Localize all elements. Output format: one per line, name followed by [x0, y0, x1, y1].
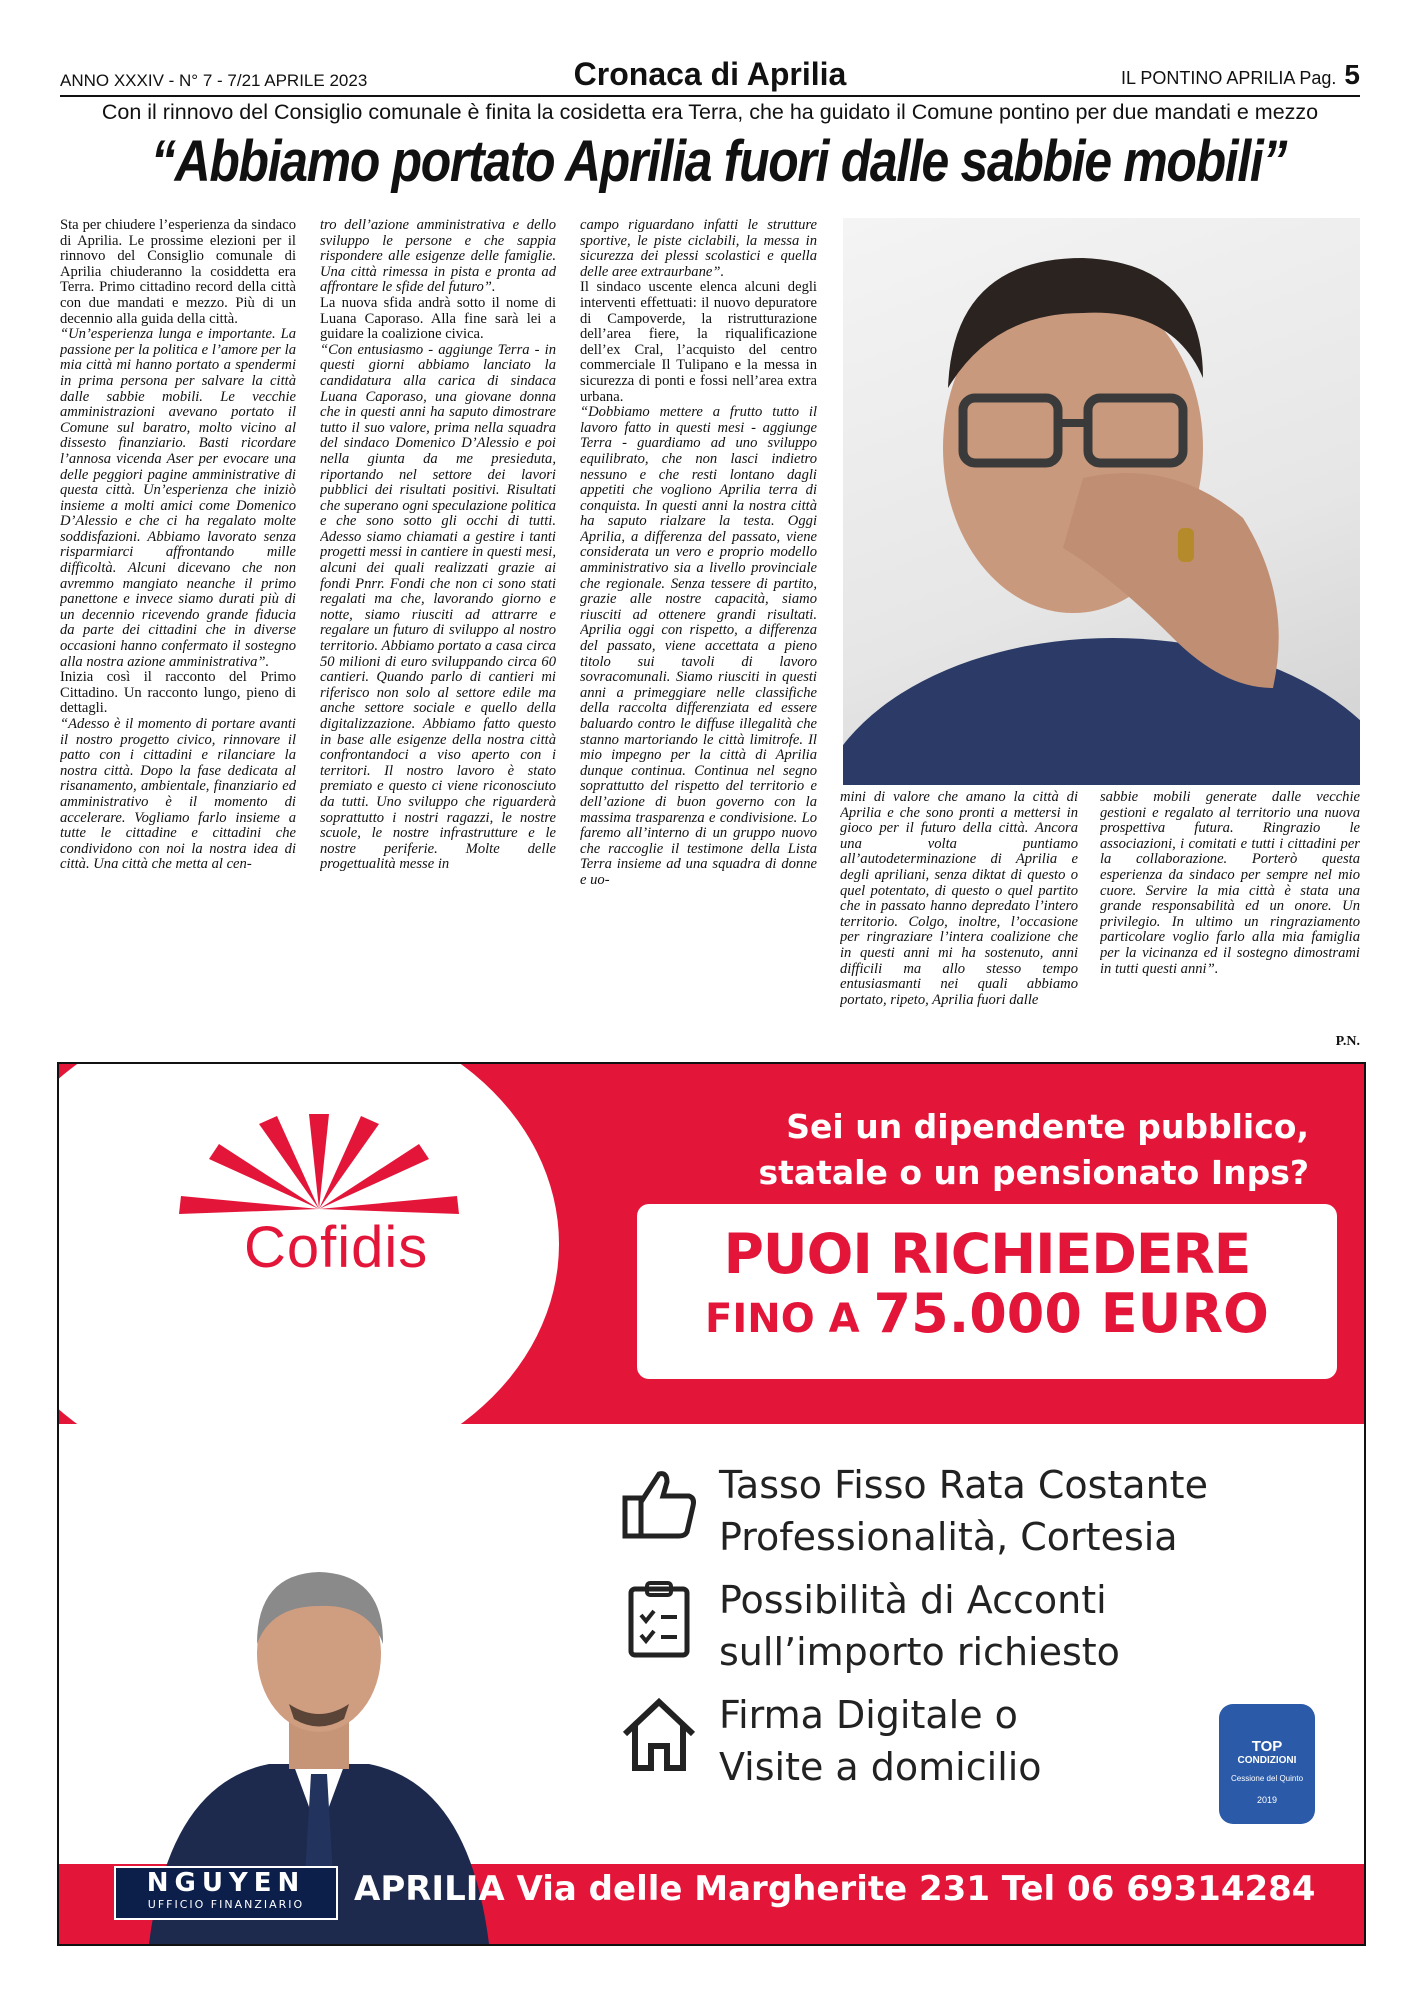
clipboard-checklist-icon [619, 1579, 699, 1659]
paragraph: mini di valore che amano la città di Aprilia e che sono pronti a mettersi in gioco per il futuro della città. Ancora una volta puntiamo all’autodeterminazione di Aprilia e degli apriliani, senza diktat di questo o quel potentato, di questo o quel partito che in passato hanno depredato l’intero territorio. Colgo, inoltre, l’occasione per ringraziare l’intera coalizione che in questi anni mi ha sostenuto, anni difficili ma allo stesso tempo entusiasmanti nei quali abbiamo portato, ripeto, Aprilia fuori dalle [840, 790, 1078, 1008]
section-title: Cronaca di Aprilia [573, 56, 847, 92]
cofidis-advertisement[interactable] [57, 1062, 1366, 1946]
feature-3-line-1: Firma Digitale o [719, 1693, 1018, 1737]
paragraph: Il sindaco uscente elenca alcuni degli interventi effettuati: il nuovo depuratore di Campoverde, la ristrutturazione dell’area fiere, la riqualificazione dell’ex Cral, l’acquisto del centro commerciale Il Tulipano e la messa in sicurezza di ponti e fossi nell’area extra urbana. [580, 279, 817, 405]
paragraph: Sta per chiudere l’esperienza da sindaco di Aprilia. Le prossime elezioni per il rinnovo del Consiglio comunale di Aprilia chiuderanno la cosiddetta era Terra. Primo cittadino record della città con due mandati e mezzo. Più di un decennio alla guida della città. [60, 218, 296, 327]
offer-prefix: FINO A [705, 1296, 860, 1342]
article-column-1 [60, 218, 296, 1048]
article-column-4 [840, 790, 1078, 1050]
ad-question-line-2: statale o un pensionato Inps? [758, 1153, 1309, 1192]
paragraph: Inizia così il racconto del Primo Cittadino. Un racconto lungo, pieno di dettagli. [60, 669, 296, 717]
badge-year: 2019 [1256, 1795, 1278, 1805]
article-column-2 [320, 218, 556, 1048]
feature-1 [719, 1459, 1208, 1563]
paper-label: IL PONTINO APRILIA Pag. [1121, 68, 1337, 88]
article-kicker: Con il rinnovo del Consiglio comunale è finita la cosidetta era Terra, che ha guidato il Comune pontino per due mandati e mezzo [101, 100, 1319, 124]
feature-1-line-2: Professionalità, Cortesia [719, 1515, 1178, 1559]
paragraph: “Dobbiamo mettere a frutto tutto il lavoro fatto in questi mesi - aggiunge Terra - guardiamo ad uno sviluppo equilibrato, che non lasci indietro nessuno e che resti lontano dagli appetiti che vogliono Aprilia terra di conquista. In questi anni la nostra città ha saputo rialzare la testa. Oggi Aprilia, a differenza del passato, viene considerata un vero e proprio modello amministrativo sia a livello provinciale che regionale. Senza tessere di partito, grazie alle nostre capacità, siamo riusciti ad ottenere grandi risultati. Aprilia oggi con rispetto, a differenza del passato, viene accettata a pieno titolo sui tavoli di lavoro sovracomunali. Siamo riusciti in questi anni a primeggiare nelle classifiche della raccolta differenziata ed essere baluardo contro le diffuse illegalità che stanno martoriando le città limitrofe. Il mio impegno per la città di Aprilia dunque continua. Continua nel segno soprattutto del rispetto del territorio e dell’azione di buon governo con la massima trasparenza e condivisione. Lo faremo all’interno di un gruppo nuovo che raccoglie il testimone della Lista Terra insieme ad una squadra di donne e uo- [580, 404, 817, 888]
offer-line-2 [637, 1284, 1337, 1349]
paragraph: “Adesso è il momento di portare avanti il nostro progetto civico, rinnovare il patto con i cittadini e rilanciare la nostra città. Dopo la fase dedicata al risanamento, ambientale, finanziario ed amministrativo è il momento di accelerare. Vogliamo farlo insieme a tutte le cittadine e cittadini che condividono con noi la nostra idea di città. Una città che metta al cen- [60, 716, 296, 873]
ad-address: APRILIA Via delle Margherite 231 Tel 06 69314284 [354, 1869, 1316, 1909]
mayor-photo [843, 218, 1360, 785]
paragraph: tro dell’azione amministrativa e dello sviluppo le persone e che sappia rispondere alle esigenze delle famiglie. Una città rimessa in pista e pronta ad affrontare le sfide del futuro”. [320, 218, 556, 296]
page-number: 5 [1344, 59, 1360, 90]
feature-3-line-2: Visite a domicilio [719, 1745, 1042, 1789]
paragraph: “Un’esperienza lunga e importante. La passione per la politica e l’amore per la mia città mi hanno portato a spendermi in prima persona per salvare la città dalle sabbie mobili. Le vecchie amministrazioni avevano portato il Comune sul baratro, molto vicino al dissesto finanziario. Basti ricordare l’annosa vicenda Aser per evocare una delle peggiori pagine amministrative di questa città. Un’esperienza che iniziò insieme a molti amici come Domenico D’Alessio e che ci ha regalato molte soddisfazioni. Abbiamo lavorato senza risparmiarci affrontando mille difficoltà. Alcuni dicevano che non avremmo mangiato neanche il primo panettone e invece siamo durati più di un decennio ricevendo grande fiducia da parte dei cittadini che in diverse occasioni hanno confermato il sostegno alla nostra azione amministrativa”. [60, 326, 296, 670]
paragraph: campo riguardano infatti le strutture sportive, le piste ciclabili, la messa in sicurezza dei plessi scolastici e quella delle aree extraurbane”. [580, 218, 817, 280]
feature-3 [719, 1689, 1042, 1793]
ad-question-line-1: Sei un dipendente pubblico, [786, 1107, 1309, 1146]
home-icon [619, 1694, 699, 1774]
feature-2 [719, 1574, 1120, 1678]
badge-top: TOP [1251, 1738, 1283, 1755]
feature-2-line-2: sull’importo richiesto [719, 1630, 1120, 1674]
issue-info: ANNO XXXIV - N° 7 - 7/21 APRILE 2023 [60, 71, 368, 90]
nguyen-logo [114, 1866, 338, 1920]
badge-subtitle: Cessione del Quinto [1230, 1774, 1304, 1783]
thumbs-up-icon [619, 1464, 699, 1544]
offer-line-1: PUOI RICHIEDERE [723, 1222, 1251, 1286]
offer-box [637, 1204, 1337, 1379]
article-column-3 [580, 218, 817, 1048]
article-column-5 [1100, 790, 1360, 1050]
cofidis-logo: Cofidis [244, 1215, 429, 1280]
nguyen-logo-subtitle: UFFICIO FINANZIARIO [147, 1898, 305, 1911]
agency-label: Agenzia Roma e Latina [779, 1814, 1115, 1844]
top-condizioni-badge [1219, 1704, 1315, 1824]
feature-2-line-1: Possibilità di Acconti [719, 1578, 1107, 1622]
portrait-illustration [843, 218, 1360, 785]
paragraph: La nuova sfida andrà sotto il nome di Luana Caporaso. Alla fine sarà lei a guidare la coalizione civica. [320, 294, 556, 343]
paragraph: sabbie mobili generate dalle vecchie gestioni e regalato al territorio una nuova prospettiva futura. Ringrazio le associazioni, i comitati e tutti i cittadini per la collaborazione. Porterò questa esperienza da sindaco per sempre nel mio cuore. Servire la mia città è stata una grande responsabilità ed un onore. Un privilegio. In ultimo un ringraziamento particolare voglio farlo alla mia famiglia per la vicinanza ed il sostegno dimostrami in tutti questi anni”. [1100, 790, 1360, 977]
badge-condizioni: CONDIZIONI [1237, 1755, 1297, 1766]
paper-name [1121, 59, 1360, 91]
paragraph: “Con entusiasmo - aggiunge Terra - in questi giorni abbiamo lanciato la candidatura alla carica di sindaca Luana Caporaso, una giovane donna che in questi anni ha saputo dimostrare tutto il suo valore, prima nella squadra del sindaco Domenico D’Alessio e poi nella giunta da me presieduta, riportando nel settore dei lavori pubblici dei risultati positivi. Risultati che superano ogni speculazione politica e che sono sotto gli occhi di tutti. Adesso siamo chiamati a gestire i tanti progetti messi in cantiere in questi mesi, alcuni dei quali realizzati grazie ai fondi Pnrr. Fondi che non ci sono stati regalati ma che, lavorando giorno e notte, siamo riusciti ad attrarre e regalare un futuro di sviluppo al nostro territorio. Abbiamo portato a casa circa 50 milioni di euro sviluppando circa 60 cantieri. Quando parlo di cantieri mi riferisco non solo al settore edile ma anche settore sociale e quello della digitalizzazione. Abbiamo fatto questo in base alle esigenze della nostra città confrontandoci a viso aperto con i territori. Il nostro lavoro è stato premiato e questo ci viene riconosciuto da tutti. Uno sviluppo che riguarderà soprattutto i nostri ragazzi, le nostre scuole, le nostre infrastrutture e le nostre periferie. Molte delle progettualità messe in [320, 341, 556, 873]
nguyen-logo-name: NGUYEN [146, 1868, 306, 1898]
page-header [60, 55, 1360, 97]
offer-amount: 75.000 EURO [873, 1282, 1269, 1345]
feature-1-line-1: Tasso Fisso Rata Costante [719, 1463, 1208, 1507]
author-signature: P.N. [1335, 1034, 1360, 1050]
article-title: “Abbiamo portato Aprilia fuori dalle sabbie mobili” [151, 129, 1287, 194]
sun-rays-icon [169, 1104, 469, 1314]
ad-question [758, 1104, 1309, 1196]
